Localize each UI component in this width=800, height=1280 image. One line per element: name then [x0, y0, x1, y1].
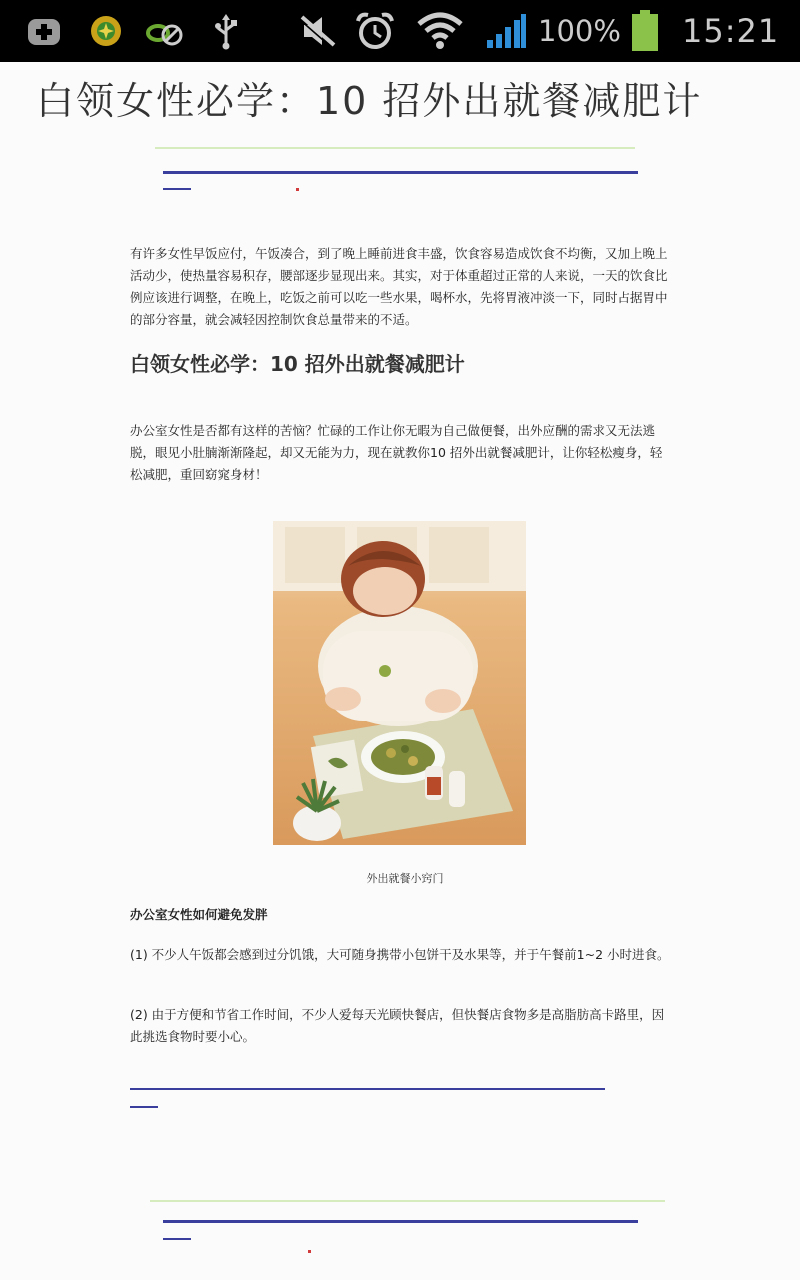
next-page-rule-short — [163, 1238, 191, 1240]
section-subheading: 办公室女性如何避免发胖 — [130, 907, 268, 922]
battery-percent: 100% — [538, 14, 621, 48]
footer-rule-short — [130, 1106, 158, 1108]
next-page-rule-blue — [163, 1220, 638, 1223]
intro-paragraph: 有许多女性早饭应付，午饭凑合，到了晚上睡前进食丰盛，饮食容易造成饮食不均衡，又加上晚上活动少，使热量容易积存，腰部逐步显现出来。其实，对于体重超过正常的人来说，一天的饮食比例应该进行调整，在晚上，吃饭之前可以吃一些水果，喝杯水，先将胃液冲淡一下，同时占据胃中的部分容量，就会减轻因控制饮食总量带来的不适。 — [130, 246, 668, 327]
tip-2: (2) 由于方便和节省工作时间，不少人爱每天光顾快餐店，但快餐店食物多是高脂肪高卡路里，因此挑选食物时要小心。 — [130, 1007, 665, 1044]
header-rule-short — [163, 188, 191, 190]
body-paragraph: 办公室女性是否都有这样的苦恼？忙碌的工作让你无暇为自己做便餐，出外应酬的需求又无法逃脱，眼见小肚腩渐渐隆起，却又无能为力，现在就教你10 招外出就餐减肥计，让你轻松瘦身，轻松减肥，重回窈窕身材！ — [130, 423, 663, 482]
tip-1: (1) 不少人午饭都会感到过分饥饿，大可随身携带小包饼干及水果等，并于午餐前1~2 小时进食。 — [130, 947, 670, 962]
footer-rule-blue — [130, 1088, 605, 1090]
app-title: 白领女性必学：10 招外出就餐减肥计 — [36, 79, 703, 123]
header-dot — [296, 188, 299, 191]
photo-caption: 外出就餐小窍门 — [366, 872, 444, 885]
header-rule-green — [155, 147, 635, 149]
header-rule-blue — [163, 171, 638, 174]
next-page-rule-green — [150, 1200, 665, 1202]
next-page-dot — [308, 1250, 311, 1253]
article-heading: 白领女性必学：10 招外出就餐减肥计 — [130, 352, 465, 376]
woman-eating-salad-photo — [273, 521, 526, 845]
clock: 15:21 — [682, 12, 780, 50]
